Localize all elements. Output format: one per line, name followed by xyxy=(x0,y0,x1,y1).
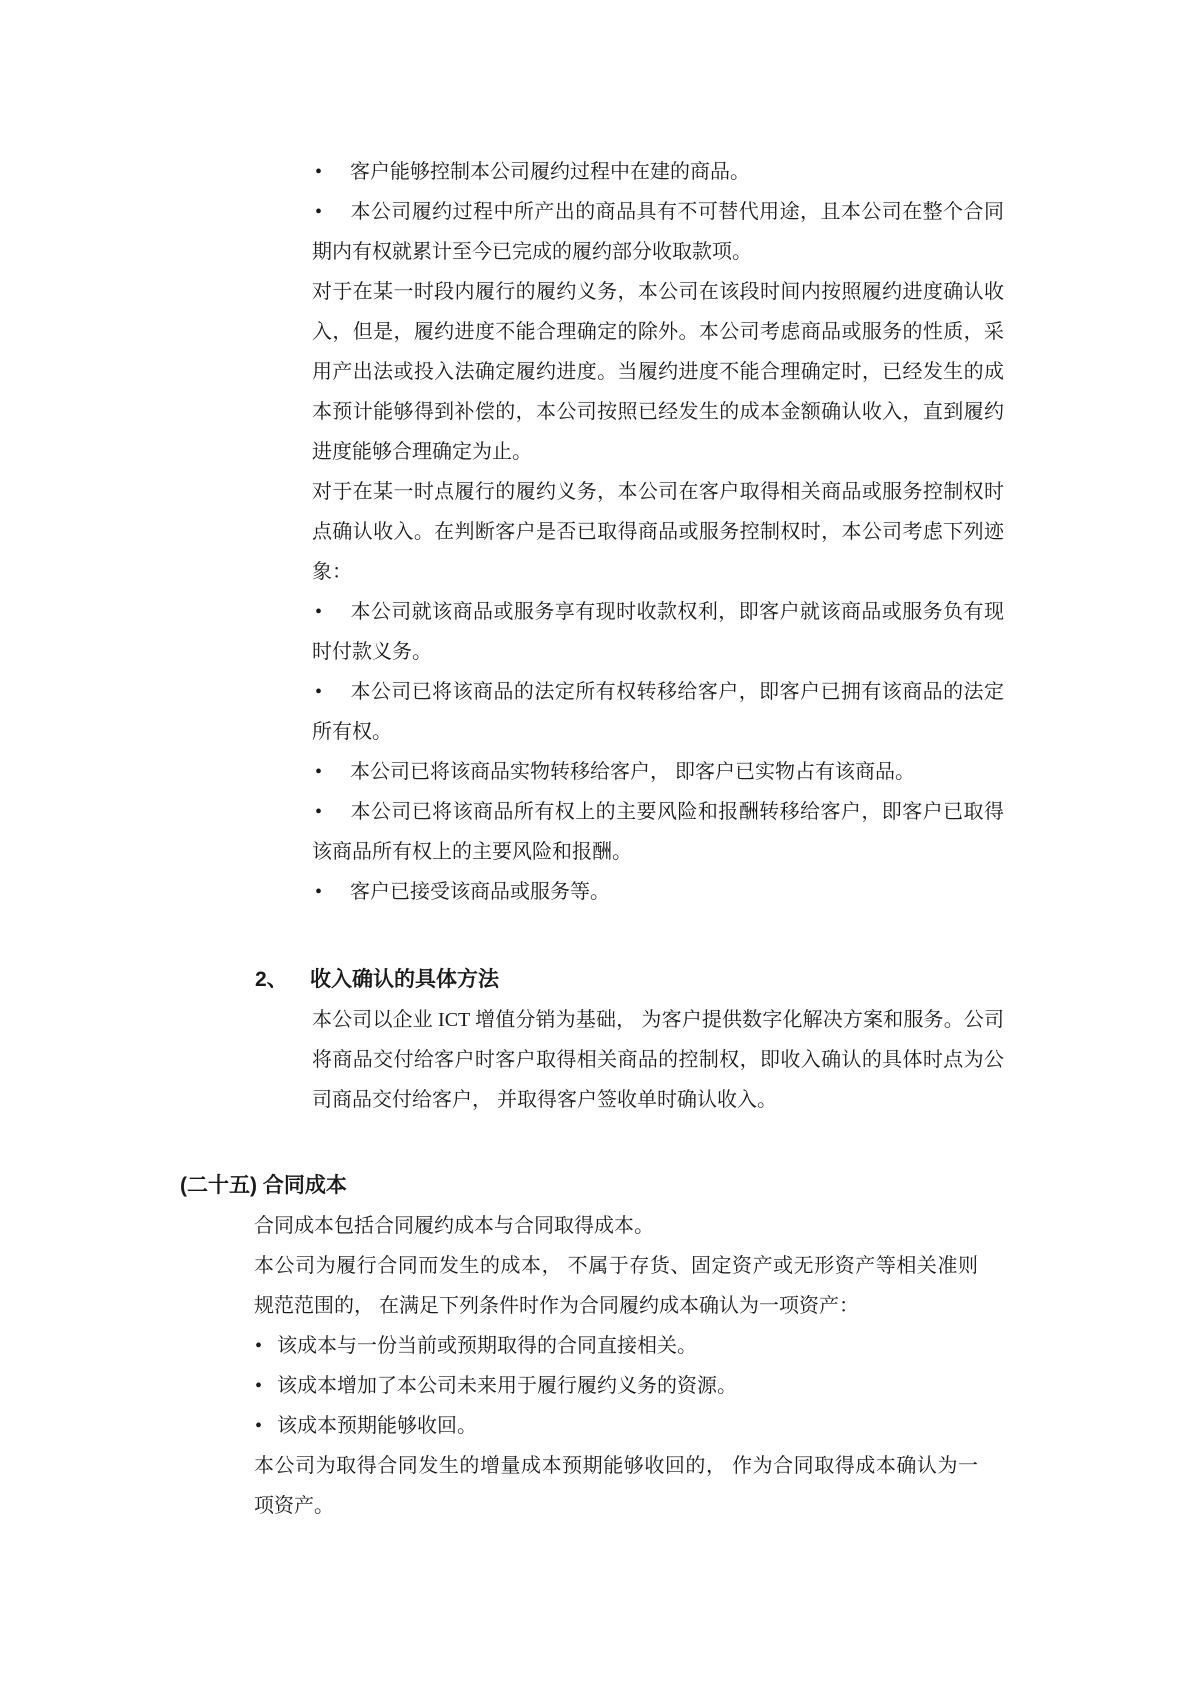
bullet-icon: • xyxy=(315,681,323,703)
bullet-icon: • xyxy=(315,761,323,783)
bullet-icon: • xyxy=(255,1415,263,1437)
bullet-icon: • xyxy=(315,601,323,623)
point-in-time-paragraph: 对于在某一时点履行的履约义务，本公司在客户取得相关商品或服务控制权时点确认收入。在判断客户是否已取得商品或服务控制权时，本公司考虑下列迹象： xyxy=(312,481,1004,583)
list-item xyxy=(312,152,1004,192)
list-item xyxy=(254,1366,978,1406)
list-item xyxy=(312,672,1004,752)
list-item xyxy=(312,192,1004,272)
bullet-icon: • xyxy=(315,801,323,823)
list-item xyxy=(312,592,1004,672)
bullet-icon: • xyxy=(255,1335,263,1357)
list-item-text: 客户能够控制本公司履约过程中在建的商品。 xyxy=(350,161,750,183)
acquisition-cost-paragraph: 本公司为取得合同发生的增量成本预期能够收回的， 作为合同取得成本确认为一项资产。 xyxy=(254,1455,978,1517)
bullet-icon: • xyxy=(315,881,323,903)
list-item xyxy=(254,1406,978,1446)
bullet-icon: • xyxy=(255,1375,263,1397)
fulfillment-cost-paragraph: 本公司为履行合同而发生的成本， 不属于存货、固定资产或无形资产等相关准则规范范围的， 在满足下列条件时作为合同履约成本确认为一项资产： xyxy=(254,1255,978,1317)
method-heading xyxy=(255,960,1004,1000)
list-item xyxy=(312,792,1004,872)
list-item-text: 该成本预期能够收回。 xyxy=(277,1415,477,1437)
bullet-icon: • xyxy=(315,161,323,183)
list-item-text: 该成本增加了本公司未来用于履行履约义务的资源。 xyxy=(277,1375,737,1397)
list-item xyxy=(254,1326,978,1366)
list-item-text: 本公司已将该商品所有权上的主要风险和报酬转移给客户，即客户已取得该商品所有权上的主要风险和报酬。 xyxy=(312,801,1004,863)
list-item-text: 本公司履约过程中所产出的商品具有不可替代用途，且本公司在整个合同期内有权就累计至今已完成的履约部分收取款项。 xyxy=(312,201,1004,263)
bullet-icon: • xyxy=(315,201,323,223)
list-item-text: 本公司已将该商品实物转移给客户， 即客户已实物占有该商品。 xyxy=(350,761,915,783)
method-heading-number: 2、 xyxy=(255,968,288,991)
contract-cost-intro: 合同成本包括合同履约成本与合同取得成本。 xyxy=(254,1215,654,1237)
over-time-paragraph: 对于在某一时段内履行的履约义务，本公司在该段时间内按照履约进度确认收入，但是，履约进度不能合理确定的除外。本公司考虑商品或服务的性质，采用产出法或投入法确定履约进度。当履约进度不能合理确定时，已经发生的成本预计能够得到补偿的，本公司按照已经发生的成本金额确认收入，直到履约进度能够合理确定为止。 xyxy=(312,281,1004,463)
method-paragraph: 本公司以企业 ICT 增值分销为基础， 为客户提供数字化解决方案和服务。公司将商品交付给客户时客户取得相关商品的控制权，即收入确认的具体时点为公司商品交付给客户， 并取得客户签收单时确认收入。 xyxy=(312,1009,1004,1111)
method-heading-title: 收入确认的具体方法 xyxy=(310,968,499,991)
list-item xyxy=(312,872,1004,912)
revenue-recognition-section xyxy=(312,152,1004,912)
list-item-text: 本公司就该商品或服务享有现时收款权利，即客户就该商品或服务负有现时付款义务。 xyxy=(312,601,1004,663)
method-body xyxy=(312,1000,1004,1120)
list-item xyxy=(312,752,1004,792)
contract-cost-section xyxy=(254,1206,978,1526)
list-item-text: 客户已接受该商品或服务等。 xyxy=(350,881,610,903)
list-item-text: 该成本与一份当前或预期取得的合同直接相关。 xyxy=(277,1335,697,1357)
contract-cost-heading: (二十五) 合同成本 xyxy=(180,1174,347,1197)
list-item-text: 本公司已将该商品的法定所有权转移给客户，即客户已拥有该商品的法定所有权。 xyxy=(312,681,1004,743)
